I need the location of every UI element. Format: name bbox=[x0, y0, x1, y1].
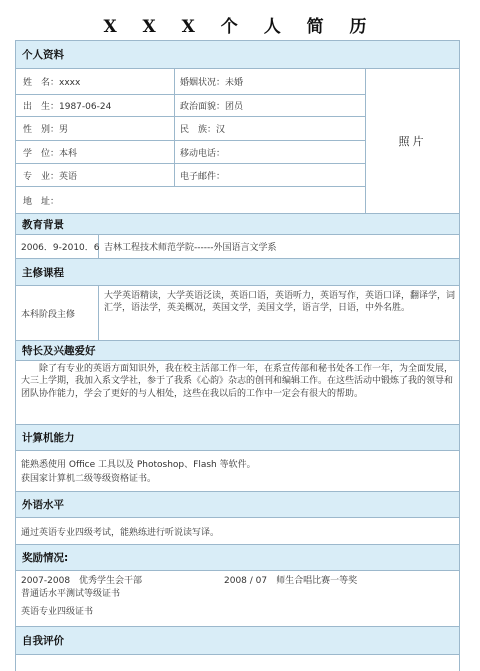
divider bbox=[16, 654, 459, 655]
award-item: 2007-2008 优秀学生会干部 bbox=[21, 576, 143, 586]
award-item: 普通话水平测试等级证书 bbox=[21, 589, 121, 599]
gender-field: 性 别：男 bbox=[23, 125, 69, 135]
computer-skill-2: 获国家计算机二级等级资格证书。 bbox=[21, 473, 157, 484]
column-divider bbox=[98, 285, 99, 340]
divider bbox=[16, 360, 459, 361]
section-header-awards: 奖励情况: bbox=[16, 545, 459, 570]
language-skill: 通过英语专业四级考试，能熟练进行听说读写译。 bbox=[21, 527, 220, 538]
section-header-courses: 主修课程 bbox=[16, 259, 459, 285]
divider bbox=[16, 186, 365, 187]
section-header-education: 教育背景 bbox=[16, 214, 459, 234]
birth-field: 出 生：1987-06-24 bbox=[23, 102, 112, 112]
divider bbox=[16, 450, 459, 451]
computer-skill-1: 能熟悉使用 Office 工具以及 Photoshop、Flash 等软件。 bbox=[21, 459, 256, 470]
section-header-language: 外语水平 bbox=[16, 492, 459, 517]
column-divider bbox=[174, 68, 175, 186]
name-field: 姓 名：xxxx bbox=[23, 78, 81, 88]
ethnicity-field: 民 族：汉 bbox=[180, 125, 226, 135]
section-header-self-evaluation: 自我评价 bbox=[16, 627, 459, 654]
document-title: X X X 个 人 简 历 bbox=[103, 17, 377, 37]
courses-content: 大学英语精读，大学英语泛读，英语口语，英语听力，英语写作，英语口译，翻译学，词汇学，语法学，英美概况，英国文学，美国文学，语言学，日语，中外名胜。 bbox=[104, 291, 456, 314]
photo-placeholder: 照片 bbox=[398, 135, 427, 148]
address-field: 地 址： bbox=[23, 196, 60, 207]
email-field: 电子邮件： bbox=[180, 171, 226, 182]
marital-status-field: 婚姻状况：未婚 bbox=[180, 78, 244, 88]
divider bbox=[16, 285, 459, 286]
strengths-content: 除了有专业的英语方面知识外，我在校主活部工作一年，在系宣传部和秘书处各工作一年，为全面发展，大三上学期，我加入系文学社，参于了我系《心韵》杂志的创刊和编辑工作。在这些活动中锻炼了我的领导和团队协作能力，学会了更好的与人相处，这些在我以后的工作中一定会有很大的帮助。 bbox=[21, 364, 454, 399]
courses-label: 本科阶段主修 bbox=[21, 309, 76, 320]
divider bbox=[16, 570, 459, 571]
mobile-field: 移动电话： bbox=[180, 148, 226, 159]
major-field: 专 业：英语 bbox=[23, 171, 78, 182]
section-header-computer: 计算机能力 bbox=[16, 425, 459, 450]
political-status-field: 政治面貌：团员 bbox=[180, 102, 244, 112]
section-header-strengths: 特长及兴趣爱好 bbox=[16, 341, 459, 360]
education-school: 吉林工程技术师范学院------外国语言文学系 bbox=[104, 243, 277, 253]
education-period: 2006．9-2010．6 bbox=[21, 243, 100, 253]
award-item: 英语专业四级证书 bbox=[21, 607, 94, 617]
section-header-personal: 个人资料 bbox=[16, 41, 459, 68]
award-item: 2008 / 07 师生合唱比赛一等奖 bbox=[224, 576, 358, 586]
degree-field: 学 位：本科 bbox=[23, 148, 78, 159]
